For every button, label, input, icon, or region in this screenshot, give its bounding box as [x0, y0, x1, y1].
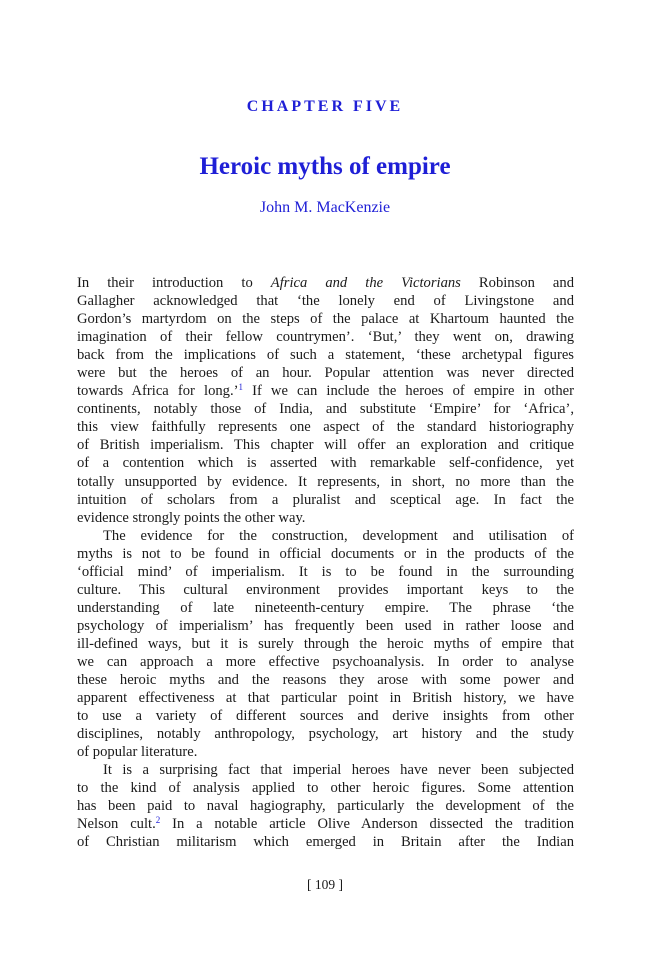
text-line: this view faithfully represents one aspect of the standard historiography: [77, 419, 574, 436]
text-run: In a notable article Olive Anderson dissected the tradition: [160, 816, 575, 833]
text-line: continents, notably those of India, and substitute ‘Empire’ for ‘Africa’,: [77, 401, 574, 418]
footnote-ref[interactable]: 1: [238, 382, 243, 393]
text-line: disciplines, notably anthropology, psychology, art history and the study: [77, 726, 574, 743]
text-line: we can approach a more effective psychoanalysis. In order to analyse: [77, 653, 574, 670]
chapter-author: John M. MacKenzie: [259, 199, 391, 216]
text-line: back from the implications of such a statement, ‘these archetypal figures: [77, 347, 574, 364]
paragraph: [77, 761, 574, 851]
text-line: Gordon’s martyrdom on the steps of the palace at Khartoum haunted the: [77, 311, 574, 328]
text-line: [77, 815, 574, 833]
body-text: [77, 274, 574, 852]
text-line: of a contention which is asserted with remarkable self-confidence, yet: [77, 455, 574, 472]
text-run: In their introduction to: [77, 275, 271, 291]
text-line: [77, 382, 574, 400]
book-title: Africa and the Victorians: [270, 275, 461, 291]
text-line: culture. This cultural environment provides important keys to the: [77, 581, 574, 598]
text-run: Robinson and: [460, 275, 574, 291]
text-line: It is a surprising fact that imperial heroes have never been subjected: [103, 762, 574, 779]
text-run: towards Africa for long.’: [77, 383, 239, 400]
text-line: ‘official mind’ of imperialism. It is to be found in the surrounding: [77, 563, 574, 580]
text-line: to the kind of analysis applied to other heroic figures. Some attention: [77, 780, 574, 797]
text-line: intuition of scholars from a pluralist and sceptical age. In fact the: [77, 491, 574, 508]
text-line: these heroic myths and the reasons they arose with some power and: [77, 672, 574, 689]
paragraph: [77, 527, 574, 762]
text-run: Nelson cult.: [77, 816, 156, 833]
text-line: totally unsupported by evidence. It represents, in short, no more than the: [77, 473, 574, 490]
text-line: evidence strongly points the other way.: [77, 509, 306, 526]
text-line: The evidence for the construction, development and utilisation of: [103, 527, 574, 544]
footnote-ref[interactable]: 2: [155, 815, 161, 826]
text-line: were but the heroes of an hour. Popular attention was never directed: [77, 365, 574, 382]
text-line: psychology of imperialism’ has frequently been used in rather loose and: [77, 617, 574, 634]
text-line: ill-defined ways, but it is surely through the heroic myths of empire that: [77, 635, 574, 652]
text-line: [77, 274, 574, 292]
text-line: Gallagher acknowledged that ‘the lonely end of Livingstone and: [77, 293, 574, 310]
text-line: understanding of late nineteenth-century empire. The phrase ‘the: [77, 599, 574, 616]
text-line: of British imperialism. This chapter will offer an exploration and critique: [77, 437, 574, 454]
text-run: If we can include the heroes of empire in other: [242, 383, 574, 400]
page-number: [ 109 ]: [307, 877, 343, 892]
chapter-label: CHAPTER FIVE: [246, 98, 404, 115]
chapter-title: Heroic myths of empire: [199, 153, 451, 180]
text-line: myths is not to be found in official documents or in the products of the: [77, 545, 574, 562]
text-line: imagination of their fellow countrymen’. ‘But,’ they went on, drawing: [77, 329, 574, 346]
text-line: to use a variety of different sources and derive insights from other: [77, 708, 574, 725]
text-line: apparent effectiveness at that particular point in British history, we have: [77, 690, 574, 707]
text-line: of popular literature.: [77, 744, 198, 761]
paragraph: [77, 274, 574, 527]
text-line: of Christian militarism which emerged in Britain after the Indian: [77, 834, 574, 851]
text-line: has been paid to naval hagiography, particularly the development of the: [77, 798, 574, 815]
